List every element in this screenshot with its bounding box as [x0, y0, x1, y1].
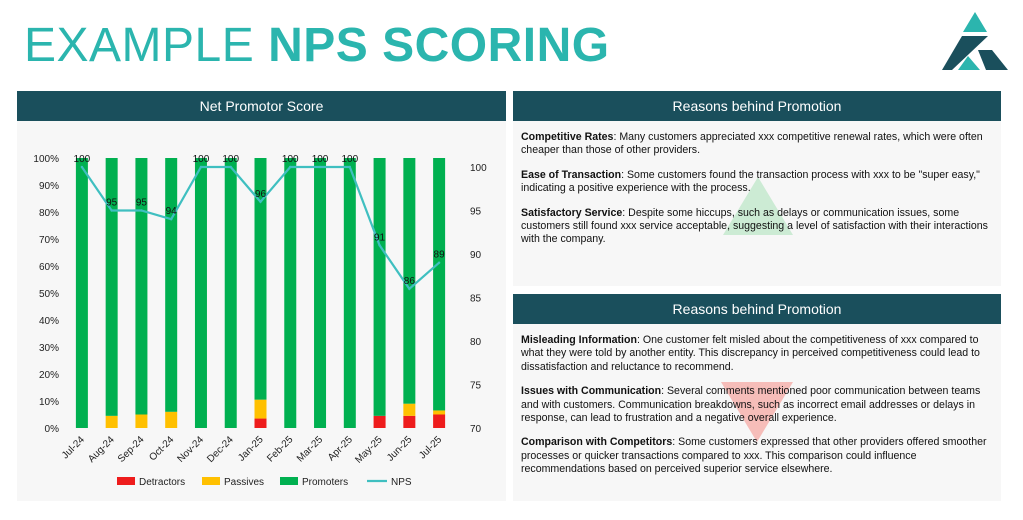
- bar-detractors: [433, 415, 445, 429]
- chart-panel: [17, 121, 506, 501]
- x-tick-label: Jul-25: [417, 434, 445, 462]
- nps-point: [259, 201, 261, 203]
- y-tick-label: 0%: [44, 424, 59, 435]
- detraction-reason: [521, 436, 993, 476]
- bar-passives: [165, 412, 177, 428]
- chart-panel-title: Net Promotor Score: [199, 98, 324, 114]
- promotion-reason-term: Satisfactory Service: [521, 206, 623, 219]
- nps-point: [319, 166, 321, 168]
- x-tick-label: Jan-25: [236, 434, 266, 464]
- x-tick-label: Jun-25: [385, 434, 415, 464]
- nps-point: [289, 166, 291, 168]
- promotion-panel-header: [513, 91, 1001, 121]
- bar-promoters: [284, 158, 296, 428]
- legend-label: Promoters: [302, 477, 349, 488]
- bar-passives: [255, 400, 267, 419]
- nps-data-label: 95: [106, 197, 118, 209]
- bar-promoters: [344, 158, 356, 428]
- promotion-panel-title: Reasons behind Promotion: [672, 98, 842, 114]
- bar-passives: [135, 415, 147, 429]
- nps-data-label: 94: [165, 206, 177, 218]
- promotion-panel: [513, 121, 1001, 286]
- x-tick-label: Feb-25: [265, 434, 296, 465]
- nps-data-label: 96: [254, 188, 267, 200]
- bar-promoters: [374, 158, 386, 416]
- detraction-reason-term: Misleading Information: [521, 334, 637, 346]
- nps-data-label: 95: [135, 197, 147, 209]
- y2-tick-label: 80: [470, 337, 482, 348]
- nps-data-label: 100: [341, 154, 359, 165]
- y-tick-label: 20%: [38, 370, 59, 381]
- nps-point: [408, 288, 410, 290]
- detraction-reason: [521, 334, 993, 374]
- nps-data-label: 100: [311, 154, 329, 165]
- detraction-panel: [513, 324, 1001, 501]
- y-tick-label: 40%: [38, 316, 59, 327]
- nps-point: [438, 262, 440, 264]
- bar-promoters: [314, 158, 326, 428]
- x-tick-label: Nov-24: [175, 434, 207, 465]
- legend-swatch: [117, 477, 135, 485]
- bar-promoters: [165, 158, 177, 412]
- bar-detractors: [374, 416, 386, 428]
- bar-passives: [433, 410, 445, 414]
- x-tick-label: May-25: [353, 434, 385, 466]
- promotion-reason: [521, 131, 993, 158]
- page-title-light: EXAMPLE: [24, 19, 269, 72]
- legend-label: NPS: [391, 477, 412, 488]
- nps-point: [81, 166, 83, 168]
- nps-point: [200, 166, 202, 168]
- promotion-reason: [521, 169, 993, 196]
- x-tick-label: Mar-25: [294, 434, 326, 465]
- nps-point: [140, 209, 142, 211]
- nps-data-label: 86: [403, 275, 415, 287]
- detraction-reason-term: Issues with Communication: [521, 385, 662, 398]
- page-title-bold: NPS SCORING: [268, 19, 610, 72]
- legend-swatch: [280, 477, 298, 485]
- promotion-reason-term: Competitive Rates: [521, 131, 614, 143]
- detraction-panel-header: [513, 294, 1001, 324]
- nps-data-label: 100: [73, 154, 91, 165]
- promotion-reason-text: : Some customers found the transaction process with xxx to be "super easy," indicating a positive experience with the process.: [521, 168, 980, 195]
- x-tick-label: Apr-25: [325, 434, 355, 464]
- promotion-reason: [521, 207, 993, 247]
- company-logo: [940, 10, 1010, 74]
- nps-data-label: 89: [433, 249, 445, 261]
- y-tick-label: 30%: [38, 343, 59, 354]
- y2-tick-label: 85: [470, 293, 482, 305]
- y-tick-label: 70%: [38, 235, 59, 246]
- nps-chart: [17, 121, 506, 501]
- detraction-panel-title: Reasons behind Promotion: [672, 301, 842, 317]
- nps-point: [349, 166, 351, 168]
- nps-data-label: 100: [281, 154, 299, 165]
- legend-label: Passives: [224, 477, 265, 488]
- nps-point: [170, 218, 172, 220]
- detraction-reason-text: : One customer felt misled about the competitiveness of xxx compared to what they were told by another entity. This discrepancy in perceived competitiveness could lead to dissatisfaction and reluctance to recommend.: [521, 334, 980, 373]
- x-tick-label: Jul-24: [59, 434, 88, 462]
- bar-passives: [106, 416, 118, 428]
- y-tick-label: 50%: [38, 289, 59, 300]
- y2-tick-label: 95: [470, 206, 482, 218]
- bar-promoters: [433, 158, 445, 410]
- detraction-reason-text: : Several comments mentioned poor communication between teams and with customers. Communication breakdowns, such as incorrect email addresses or delays in response, can lead to frustration and a negative overall experience.: [521, 385, 981, 425]
- y-tick-label: 60%: [38, 262, 59, 273]
- nps-point: [110, 209, 112, 211]
- y2-tick-label: 90: [470, 250, 482, 261]
- promotion-reason-text: : Many customers appreciated xxx competitive renewal rates, which were often cheaper than those of other providers.: [521, 131, 983, 157]
- detraction-reason-term: Comparison with Competitors: [521, 436, 673, 449]
- y2-tick-label: 100: [470, 163, 487, 174]
- promotion-reason-text: : Despite some hiccups, such as delays or communication issues, some customers still found xxx service acceptable, suggesting a level of satisfaction with their interactions with the company.: [521, 206, 988, 246]
- page-title: [24, 19, 610, 72]
- y-tick-label: 80%: [38, 208, 59, 219]
- bar-detractors: [403, 416, 415, 428]
- bar-passives: [403, 404, 415, 416]
- bar-promoters: [76, 158, 88, 428]
- y2-tick-label: 75: [470, 380, 482, 392]
- nps-data-label: 100: [222, 154, 240, 165]
- detraction-reason-text: : Some customers expressed that other providers offered smoother processes or quicker transactions compared to xxx. This comparison could influence recommendations based on perceived superior service elsewhere.: [521, 436, 987, 476]
- x-tick-label: Aug-24: [86, 434, 117, 465]
- x-tick-label: Dec-24: [205, 434, 236, 465]
- y2-tick-label: 70: [470, 424, 482, 435]
- nps-point: [230, 166, 232, 168]
- x-tick-label: Oct-24: [147, 434, 177, 464]
- detraction-reason: [521, 385, 993, 425]
- bar-detractors: [255, 419, 267, 428]
- y-tick-label: 10%: [38, 397, 59, 408]
- bar-promoters: [195, 158, 207, 428]
- bar-promoters: [135, 158, 147, 415]
- x-tick-label: Sep-24: [115, 434, 147, 465]
- nps-point: [378, 244, 380, 246]
- nps-data-label: 100: [192, 154, 210, 165]
- chart-panel-header: [17, 91, 506, 121]
- bar-promoters: [225, 158, 237, 428]
- y-tick-label: 100%: [33, 154, 59, 165]
- legend-label: Detractors: [139, 477, 186, 488]
- y-tick-label: 90%: [38, 181, 59, 192]
- promotion-reason-term: Ease of Transaction: [521, 168, 622, 181]
- legend-swatch: [202, 477, 220, 485]
- nps-data-label: 91: [374, 232, 386, 244]
